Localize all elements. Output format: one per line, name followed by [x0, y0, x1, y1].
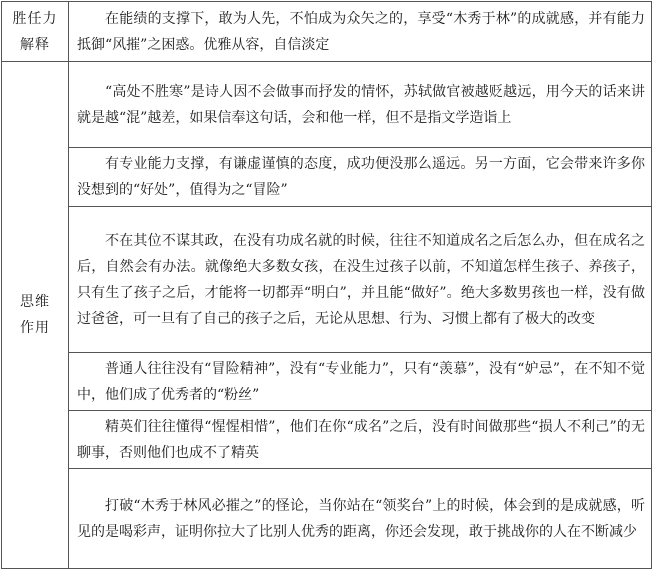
table-row — [2, 411, 652, 469]
table-row — [2, 148, 652, 207]
section-label — [2, 62, 69, 569]
section-item: “高处不胜寒”是诗人因不会做事而抒发的情怀，苏轼做官被越贬越远，用今天的话来讲就是越“混”越差，如果信奉这句话，会和他一样，但不是指文学造诣上 — [69, 62, 652, 148]
section-label-line: 思维 — [20, 294, 50, 310]
section-item: 有专业能力支撑，有谦虚谨慎的态度，成功便没那么遥远。另一方面，它会带来许多你没想到的“好处”，值得为之“冒险” — [69, 148, 652, 207]
competency-table — [1, 1, 652, 569]
row-label-line: 解释 — [20, 36, 50, 53]
section-item: 打破“木秀于林风必摧之”的怪论，当你站在“领奖台”上的时候，体会到的是成就感，听见的是喝彩声，证明你拉大了比别人优秀的距离，你还会发现，敢于挑战你的人在不断减少 — [69, 469, 652, 569]
section-item: 精英们往往懂得“惺惺相惜”，他们在你“成名”之后，没有时间做那些“损人不利己”的无聊事，否则他们也成不了精英 — [69, 411, 652, 469]
section-item: 不在其位不谋其政，在没有功成名就的时候，往往不知道成名之后怎么办，但在成名之后，自然会有办法。就像绝大多数女孩，在没生过孩子以前，不知道怎样生孩子、养孩子，只有生了孩子之后，才能将一切都弄“明白”，并且能“做好”。绝大多数男孩也一样，没有做过爸爸，可一旦有了自己的孩子之后，无论从思想、行为、习惯上都有了极大的改变 — [69, 207, 652, 353]
row-label-line: 胜任力 — [12, 10, 58, 27]
table-row — [2, 469, 652, 569]
section-item: 普通人往往没有“冒险精神”，没有“专业能力”，只有“羡慕”，没有“妒忌”，在不知不觉中，他们成了优秀者的“粉丝” — [69, 353, 652, 411]
row-content: 在能绩的支撑下，敢为人先，不怕成为众矢之的，享受“木秀于林”的成就感，并有能力抵御“风摧”之困惑。优雅从容，自信淡定 — [69, 2, 652, 62]
table-row — [2, 2, 652, 62]
row-label — [2, 2, 69, 62]
section-label-line: 作用 — [20, 320, 50, 336]
table-row — [2, 353, 652, 411]
table-row — [2, 62, 652, 148]
table-row — [2, 207, 652, 353]
